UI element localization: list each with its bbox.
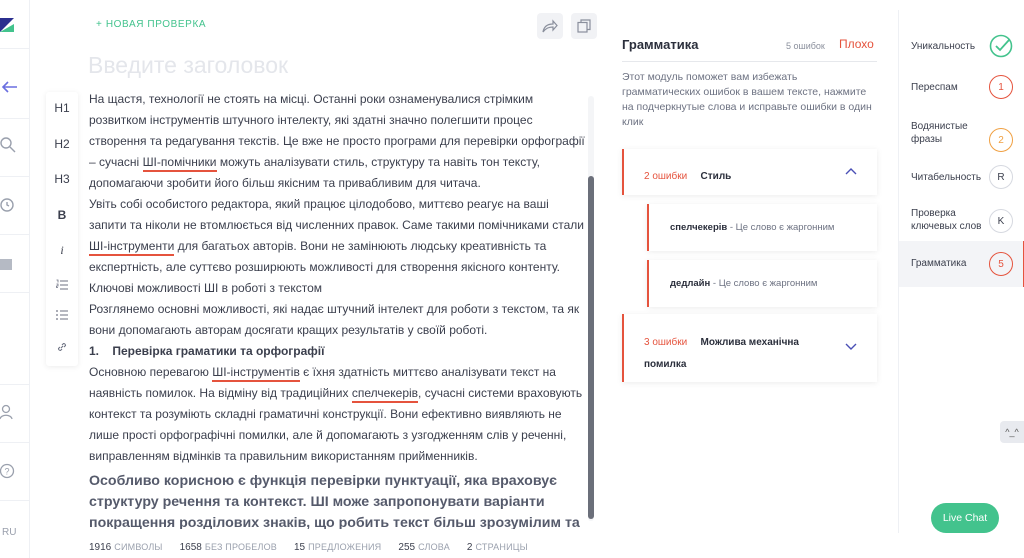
stat-no-spaces (180, 542, 277, 553)
module-label: Проверка ключевых слов (911, 208, 982, 232)
live-chat-button[interactable]: Live Chat (931, 503, 999, 533)
error-underline[interactable]: ШІ-інструменти (89, 239, 174, 256)
text-run: Увіть собі особистого редактора, який працює цілодобово, миттєво реагує на ваші запити та ніколи не втомлюється від численних правок. Саме такими помічниками стали (89, 197, 585, 232)
module-label: Читабельность (911, 171, 982, 183)
bullet-list-icon (56, 309, 68, 321)
error-item[interactable] (647, 260, 877, 307)
module-label: Уникальность (911, 40, 976, 52)
text-run: є їхня здатність миттєво аналізувати текст на наявність помилок. На відміну від традиційних (89, 365, 556, 400)
error-desc: - Це слово є жаргонним (727, 222, 835, 233)
rail-divider (0, 384, 30, 385)
grammar-verdict: Плохо (839, 37, 874, 51)
heading-2-button[interactable]: H2 (54, 137, 70, 151)
rail-divider (0, 234, 30, 235)
module-badge: 1 (989, 75, 1013, 99)
back-arrow-icon[interactable] (0, 79, 18, 95)
text-stats (89, 542, 545, 553)
module-badge: 2 (989, 128, 1013, 152)
bullet-list-button[interactable] (46, 305, 78, 325)
error-item-text (670, 222, 834, 233)
chevron-down-icon[interactable] (845, 343, 857, 351)
error-group-count: 2 ошибки (644, 171, 688, 182)
stat-label: БЕЗ ПРОБЕЛОВ (204, 542, 277, 552)
stat-value: 2 (466, 542, 473, 553)
error-item-text (670, 278, 817, 289)
user-icon[interactable] (0, 404, 16, 420)
error-group-name: Можлива механічна помилка (644, 337, 799, 370)
error-item[interactable] (647, 204, 877, 251)
module-badge: R (989, 165, 1013, 189)
language-switch[interactable]: RU (2, 527, 17, 538)
share-icon (542, 19, 558, 33)
error-word: дедлайн (670, 278, 711, 289)
error-word: спелчекерів (670, 222, 728, 233)
list-heading-text: Перевірка граматики та орфографії (112, 344, 325, 358)
error-group-mechanical[interactable] (622, 314, 877, 382)
paragraph: Ключові можливості ШІ в роботі з текстом (89, 281, 323, 295)
library-icon[interactable] (0, 256, 16, 272)
module-label: Переспам (911, 81, 958, 93)
error-underline[interactable]: спелчекерів (352, 386, 418, 403)
stat-label: ПРЕДЛОЖЕНИЯ (308, 542, 382, 552)
new-check-link[interactable]: + НОВАЯ ПРОВЕРКА (96, 19, 207, 30)
rail-divider (0, 118, 30, 119)
grammar-error-count: 5 ошибок (786, 41, 825, 51)
copy-button[interactable] (571, 13, 597, 39)
stat-value: 1658 (179, 542, 202, 553)
search-icon[interactable] (0, 137, 16, 153)
rail-divider (0, 442, 30, 443)
stat-value: 1916 (89, 542, 112, 553)
stat-value: 15 (294, 542, 306, 553)
chevron-up-icon[interactable] (845, 167, 857, 175)
module-uniqueness[interactable] (899, 30, 1024, 62)
module-label: Водянистые фразы (911, 121, 968, 145)
module-water-phrases[interactable] (899, 118, 1024, 148)
ordered-list-button[interactable] (46, 275, 78, 295)
error-desc: - Це слово є жаргонним (710, 278, 818, 289)
ordered-list-icon (56, 279, 68, 291)
heading-1-button[interactable]: H1 (54, 101, 70, 115)
paragraph: Розглянемо основні можливості, які надає штучний інтелект для роботи з текстом, та як вони допомагають авторам досягати кращих результатів у своїй роботі. (89, 302, 580, 337)
grammar-description: Этот модуль поможет вам избежать грамматических ошибок в вашем тексте, нажмите на подчеркнутые слова и исправьте ошибки в один клик (622, 71, 872, 128)
module-badge: 5 (989, 252, 1013, 276)
stat-label: СЛОВА (418, 542, 450, 552)
check-circle-icon (989, 34, 1013, 58)
check-modules-panel (898, 10, 1024, 533)
error-underline[interactable]: ШІ-інструментів (212, 365, 300, 382)
error-group-header (644, 166, 731, 184)
link-button[interactable] (46, 337, 78, 357)
editor-scrollbar-thumb[interactable] (588, 176, 594, 519)
stat-sentences (294, 542, 381, 553)
error-group-style[interactable] (622, 149, 877, 195)
module-readability[interactable] (899, 162, 1024, 192)
error-underline[interactable]: ШІ-помічники (143, 155, 217, 172)
app-sidebar (0, 0, 30, 558)
paragraph (89, 89, 586, 194)
text-editor[interactable] (89, 89, 586, 529)
stat-pages (467, 542, 528, 553)
module-overspam[interactable] (899, 72, 1024, 102)
text-run: для багатьох авторів. Вони не замінюють людську креативність та експертність, але суттєво розширюють можливості для створення якісного контенту. (89, 239, 560, 274)
grammar-panel-title: Грамматика (622, 37, 699, 52)
module-label: Грамматика (911, 258, 967, 269)
text-run: На щастя, технології не стоять на місці. Останні роки ознаменувалися стрімким розвитком інструментів штучного інтелекту, які здатні значно полегшити процес створення та редагування текстів. Це вже не просто програми для перевірки орфографії – сучасні (89, 92, 585, 169)
bold-button[interactable]: B (57, 208, 67, 222)
share-button[interactable] (537, 13, 563, 39)
side-widget-tab[interactable]: ^_^ (1000, 421, 1024, 443)
history-icon[interactable] (0, 197, 16, 213)
list-number: 1. (89, 344, 100, 358)
text-run: Основною перевагою (89, 365, 213, 379)
stat-label: СИМВОЛЫ (114, 542, 163, 552)
error-group-count: 3 ошибки (644, 337, 688, 348)
formatting-toolbar (46, 92, 78, 366)
error-group-name: Стиль (700, 171, 732, 182)
text-run: , сучасні системи враховують контекст та розуміють складні граматичні конструкції. Вони ефективно виявляють не лише прості орфографічні помилки, але й допомагають з узгодженням слів у реченні, виправленням відмінків та правильним використанням прийменників. (89, 386, 583, 463)
heading-3-button[interactable]: H3 (54, 172, 70, 186)
bold-paragraph: Особливо корисною є функція перевірки пунктуації, яка враховує структуру речення та контекст. ШІ може запропонувати варіанти покращення розділових знаків, що робить текст більш зрозумілим та (89, 473, 580, 529)
rail-divider (0, 48, 30, 49)
text-run: можуть аналізувати стиль, структуру та навіть тон тексту, допомагаючи зробити його більш якісним та привабливим для читача. (89, 155, 540, 190)
list-heading (89, 341, 586, 362)
rail-divider (0, 292, 30, 293)
stat-value: 255 (398, 542, 416, 553)
module-keywords[interactable] (899, 205, 1024, 235)
link-icon (56, 341, 68, 353)
stat-words (398, 542, 450, 553)
help-icon[interactable] (0, 463, 16, 479)
italic-button[interactable]: i (60, 242, 64, 257)
error-group-header (644, 331, 824, 375)
svg-text:?: ? (4, 466, 10, 477)
module-badge: K (989, 209, 1013, 233)
document-title-input[interactable]: Введите заголовок (88, 52, 289, 78)
rail-divider (0, 500, 30, 501)
panel-divider (622, 61, 877, 62)
paragraph (89, 362, 586, 467)
module-grammar[interactable] (899, 241, 1024, 287)
logo-icon[interactable] (0, 18, 14, 32)
rail-divider (0, 176, 30, 177)
stat-characters (89, 542, 163, 553)
paragraph (89, 194, 586, 278)
copy-icon (577, 19, 591, 33)
stat-label: СТРАНИЦЫ (475, 542, 528, 552)
